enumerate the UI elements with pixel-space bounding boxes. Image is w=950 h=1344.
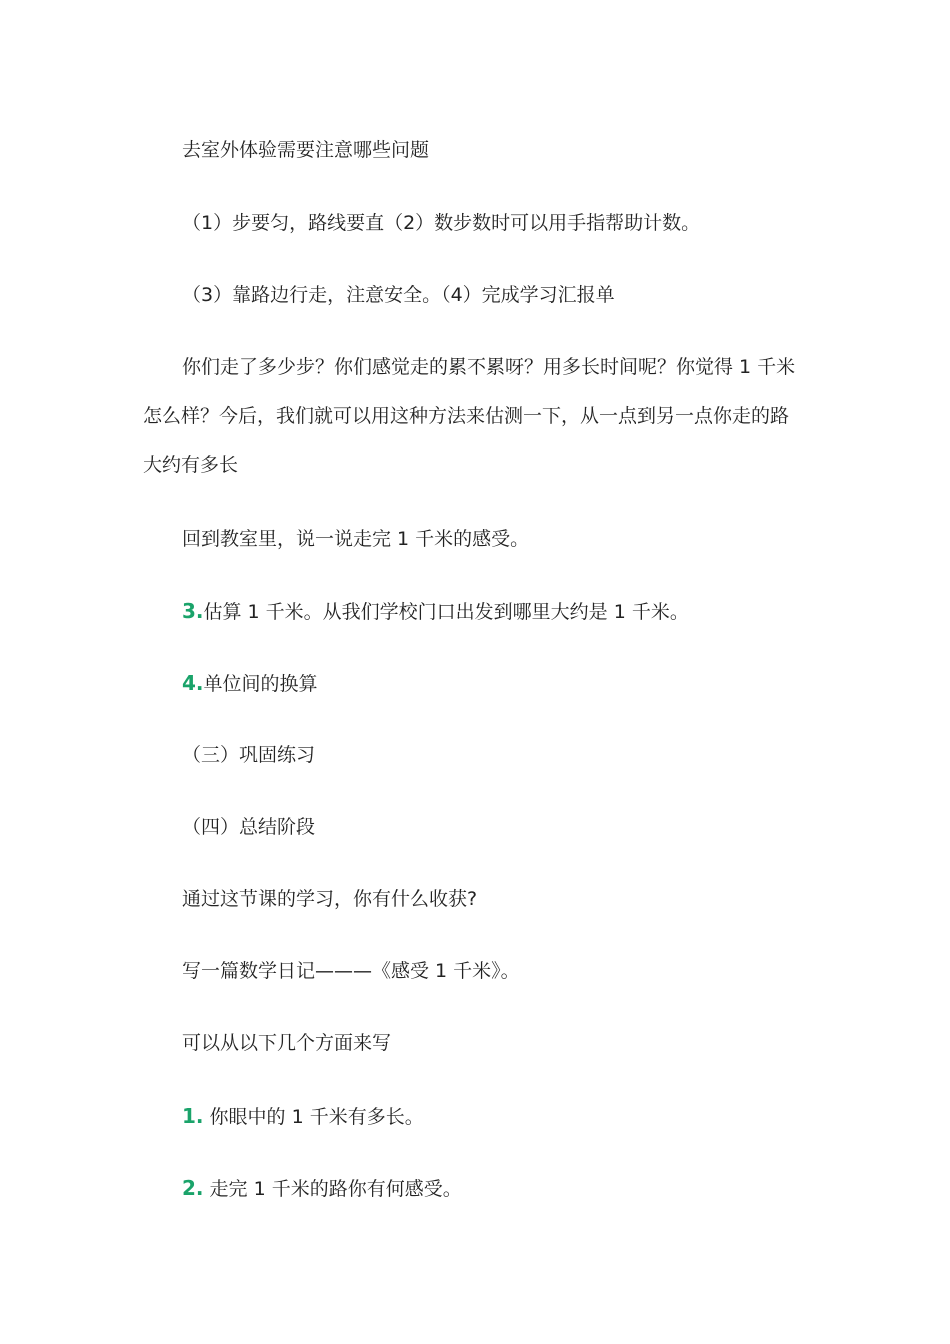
paragraph-text: 通过这节课的学习，你有什么收获? <box>182 888 478 910</box>
paragraph-text: 估算 1 千米。从我们学校门口出发到哪里大约是 1 千米。 <box>203 601 689 623</box>
paragraph-writing-aspects <box>143 1031 842 1055</box>
paragraph-text: （三）巩固练习 <box>182 744 316 766</box>
paragraph-classroom-share <box>143 527 842 551</box>
paragraph-text: 单位间的换算 <box>203 673 318 695</box>
section-heading-practice <box>143 743 842 767</box>
paragraph-item-1-length <box>143 1104 842 1129</box>
section-heading-summary <box>143 815 842 839</box>
paragraph-outdoor-notes-question <box>143 138 842 162</box>
paragraph-item-2-feeling <box>143 1176 842 1201</box>
paragraph-notes-1-2 <box>143 211 842 235</box>
paragraph-text: （3）靠路边行走，注意安全。（4）完成学习汇报单 <box>182 284 615 306</box>
paragraph-notes-3-4 <box>143 283 842 307</box>
item-number: 4. <box>182 671 204 695</box>
paragraph-text: 去室外体验需要注意哪些问题 <box>182 139 430 161</box>
paragraph-text: 写一篇数学日记———《感受 1 千米》。 <box>182 960 520 982</box>
item-number: 1. <box>182 1104 204 1128</box>
paragraph-gains-question <box>143 887 842 911</box>
paragraph-text: 你们走了多少步？你们感觉走的累不累呀？用多长时间呢？你觉得 1 千米怎么样？今后，我们就可以用这种方法来估测一下，从一点到另一点你走的路大约有多长 <box>143 356 796 476</box>
paragraph-item-4-conversion <box>143 671 842 696</box>
paragraph-math-diary <box>143 959 842 983</box>
paragraph-text: （四）总结阶段 <box>182 816 316 838</box>
paragraph-text: 回到教室里，说一说走完 1 千米的感受。 <box>182 528 530 550</box>
paragraph-text: （1）步要匀，路线要直（2）数步数时可以用手指帮助计数。 <box>182 212 701 234</box>
item-number: 2. <box>182 1176 204 1200</box>
paragraph-text: 走完 1 千米的路你有何感受。 <box>203 1178 462 1200</box>
paragraph-item-3-estimate <box>143 599 842 624</box>
paragraph-walk-reflection <box>143 343 803 490</box>
item-number: 3. <box>182 599 204 623</box>
paragraph-text: 你眼中的 1 千米有多长。 <box>203 1106 424 1128</box>
paragraph-text: 可以从以下几个方面来写 <box>182 1032 392 1054</box>
